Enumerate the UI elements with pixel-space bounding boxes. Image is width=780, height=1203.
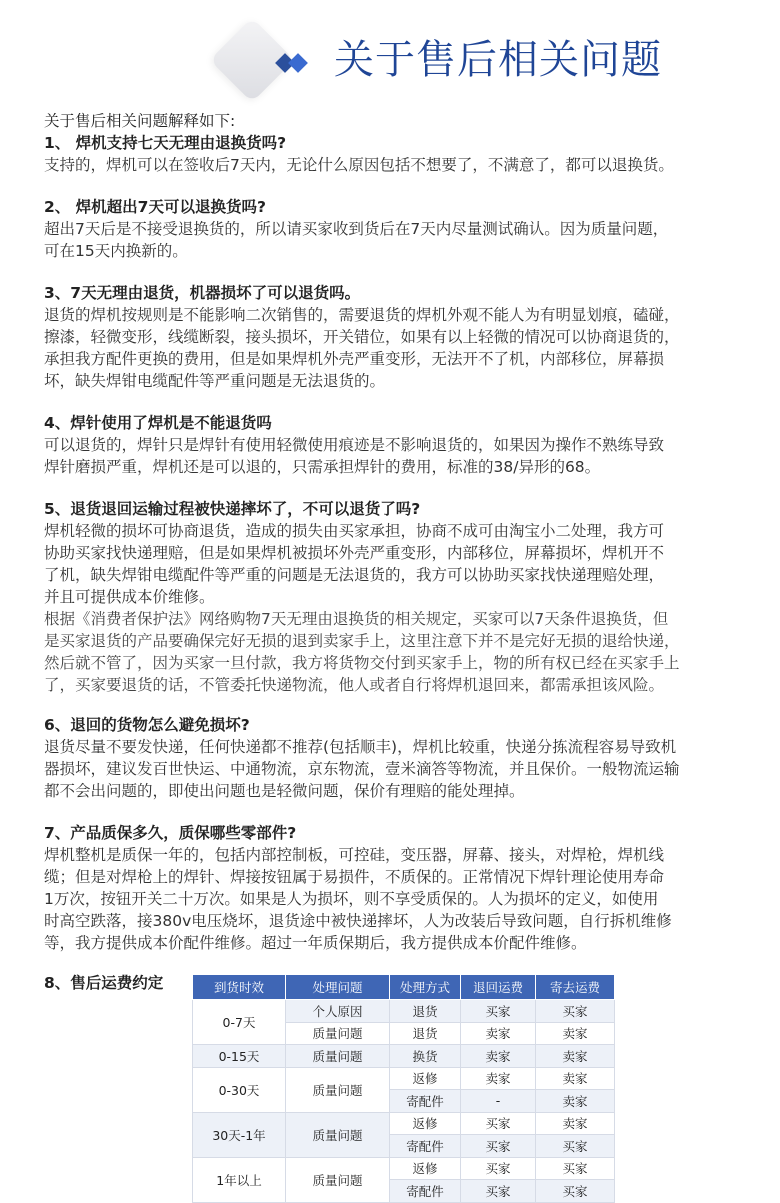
page-title: 关于售后相关问题 [334,37,662,83]
issue-cell: 质量问题 [286,1045,390,1068]
return-fee-cell: 卖家 [461,1067,536,1090]
law-note-line: 了，买家要退货的话，不管委托快递物流，他人或者自行将焊机退回来，都需承担该风险。 [44,676,665,694]
answer-line: 焊机轻微的损坏可协商退货，造成的损失由买家承担，协商不成可由淘宝小二处理，我方可 [44,522,665,540]
answer-line: 可以退货的，焊针只是焊针有使用轻微使用痕迹是不影响退货的，如果因为操作不熟练导致 [44,436,665,454]
return-fee-cell: 买家 [461,1000,536,1023]
issue-cell: 质量问题 [286,1157,390,1202]
period-cell: 0-15天 [193,1045,286,1068]
question-4: 4、焊针使用了焊机是不能退货吗 [44,414,272,432]
question-8: 8、售后运费约定 [44,974,164,992]
method-cell: 寄配件 [390,1135,461,1158]
period-cell: 0-30天 [193,1067,286,1112]
answer-line: 1万次，按钮开关二十万次。如果是人为损坏，则不享受质保的。人为损坏的定义，如使用 [44,890,659,908]
return-fee-cell: 卖家 [461,1022,536,1045]
method-cell: 返修 [390,1112,461,1135]
answer-line: 退货尽量不要发快递，任何快递都不推荐(包括顺丰)，焊机比较重，快递分拣流程容易导致机 [44,738,677,756]
answer-line: 并且可提供成本价维修。 [44,588,215,606]
return-fee-cell: - [461,1090,536,1113]
return-fee-cell: 买家 [461,1157,536,1180]
table-row [193,1112,615,1135]
send-fee-cell: 卖家 [536,1045,615,1068]
answer-line: 支持的，焊机可以在签收后7天内，无论什么原因包括不想要了，不满意了，都可以退换货。 [44,156,674,174]
law-note-line: 是买家退货的产品要确保完好无损的退到卖家手上，这里注意下并不是完好无损的退给快递， [44,632,680,650]
send-fee-cell: 卖家 [536,1090,615,1113]
question-1: 1、 焊机支持七天无理由退换货吗? [44,134,287,152]
question-7: 7、产品质保多久，质保哪些零部件? [44,824,297,842]
answer-line: 缆；但是对焊枪上的焊针、焊接按钮属于易损件，不质保的。正常情况下焊针理论使用寿命 [44,868,665,886]
table-header: 退回运费 [461,975,536,1000]
table-header-row [193,975,615,1000]
faq-content [44,110,764,994]
method-cell: 返修 [390,1157,461,1180]
return-fee-cell: 卖家 [461,1045,536,1068]
answer-line: 了机，缺失焊钳电缆配件等严重的问题是无法退货的，我方可以协助买家找快递理赔处理， [44,566,665,584]
answer-line: 坏，缺失焊钳电缆配件等严重问题是无法退货的。 [44,372,386,390]
table-header: 处理问题 [286,975,390,1000]
send-fee-cell: 买家 [536,1000,615,1023]
answer-line: 等，我方提供成本价配件维修。超过一年质保期后，我方提供成本价配件维修。 [44,934,587,952]
method-cell: 退货 [390,1000,461,1023]
intro-text: 关于售后相关问题解释如下: [44,112,236,130]
issue-cell: 个人原因 [286,1000,390,1023]
method-cell: 寄配件 [390,1180,461,1203]
method-cell: 换货 [390,1045,461,1068]
period-cell: 1年以上 [193,1157,286,1202]
send-fee-cell: 卖家 [536,1022,615,1045]
answer-line: 时高空跌落，接380v电压烧坏，退货途中被快递摔坏，人为改装后导致问题，自行拆机维修 [44,912,672,930]
table-header: 寄去运费 [536,975,615,1000]
question-6: 6、退回的货物怎么避免损坏? [44,716,250,734]
shipping-fee-table [192,974,615,1203]
question-5: 5、退货退回运输过程被快递摔坏了，不可以退货了吗? [44,500,421,518]
send-fee-cell: 买家 [536,1180,615,1203]
issue-cell: 质量问题 [286,1067,390,1112]
page-header [0,0,780,110]
answer-line: 擦漆，轻微变形，线缆断裂，接头损坏，开关错位，如果有以上轻微的情况可以协商退货的， [44,328,680,346]
table-row [193,1045,615,1068]
send-fee-cell: 买家 [536,1157,615,1180]
method-cell: 返修 [390,1067,461,1090]
answer-line: 都不会出问题的，即使出问题也是轻微问题，保价有理赔的能处理掉。 [44,782,525,800]
send-fee-cell: 卖家 [536,1067,615,1090]
method-cell: 退货 [390,1022,461,1045]
answer-line: 超出7天后是不接受退换货的，所以请买家收到货后在7天内尽量测试确认。因为质量问题， [44,220,669,238]
table-header: 到货时效 [193,975,286,1000]
answer-line: 退货的焊机按规则是不能影响二次销售的，需要退货的焊机外观不能人为有明显划痕，磕碰， [44,306,680,324]
answer-line: 承担我方配件更换的费用，但是如果焊机外壳严重变形，无法开不了机，内部移位，屏幕损 [44,350,665,368]
issue-cell: 质量问题 [286,1022,390,1045]
issue-cell: 质量问题 [286,1112,390,1157]
answer-line: 可在15天内换新的。 [44,242,188,260]
table-header: 处理方式 [390,975,461,1000]
law-note-line: 根据《消费者保护法》网络购物7天无理由退换货的相关规定，买家可以7天条件退换货，但 [44,610,669,628]
method-cell: 寄配件 [390,1090,461,1113]
return-fee-cell: 买家 [461,1135,536,1158]
return-fee-cell: 买家 [461,1180,536,1203]
send-fee-cell: 卖家 [536,1112,615,1135]
period-cell: 30天-1年 [193,1112,286,1157]
law-note-line: 然后就不管了，因为买家一旦付款，我方将货物交付到买家手上，物的所有权已经在买家手上 [44,654,680,672]
answer-line: 焊机整机是质保一年的，包括内部控制板，可控硅，变压器，屏幕、接头，对焊枪，焊机线 [44,846,665,864]
answer-line: 器损坏，建议发百世快运、中通物流，京东物流，壹米滴答等物流，并且保价。一般物流运输 [44,760,680,778]
diamond-icon [288,53,308,73]
answer-line: 焊针磨损严重，焊机还是可以退的，只需承担焊针的费用，标准的38/异形的68。 [44,458,601,476]
period-cell: 0-7天 [193,1000,286,1045]
table-row [193,1000,615,1023]
table-row [193,1157,615,1180]
question-3: 3、7天无理由退货，机器损坏了可以退货吗。 [44,284,361,302]
return-fee-cell: 买家 [461,1112,536,1135]
answer-line: 协助买家找快递理赔，但是如果焊机被损坏外壳严重变形，内部移位，屏幕损坏，焊机开不 [44,544,665,562]
send-fee-cell: 买家 [536,1135,615,1158]
question-2: 2、 焊机超出7天可以退换货吗? [44,198,266,216]
table-row [193,1067,615,1090]
